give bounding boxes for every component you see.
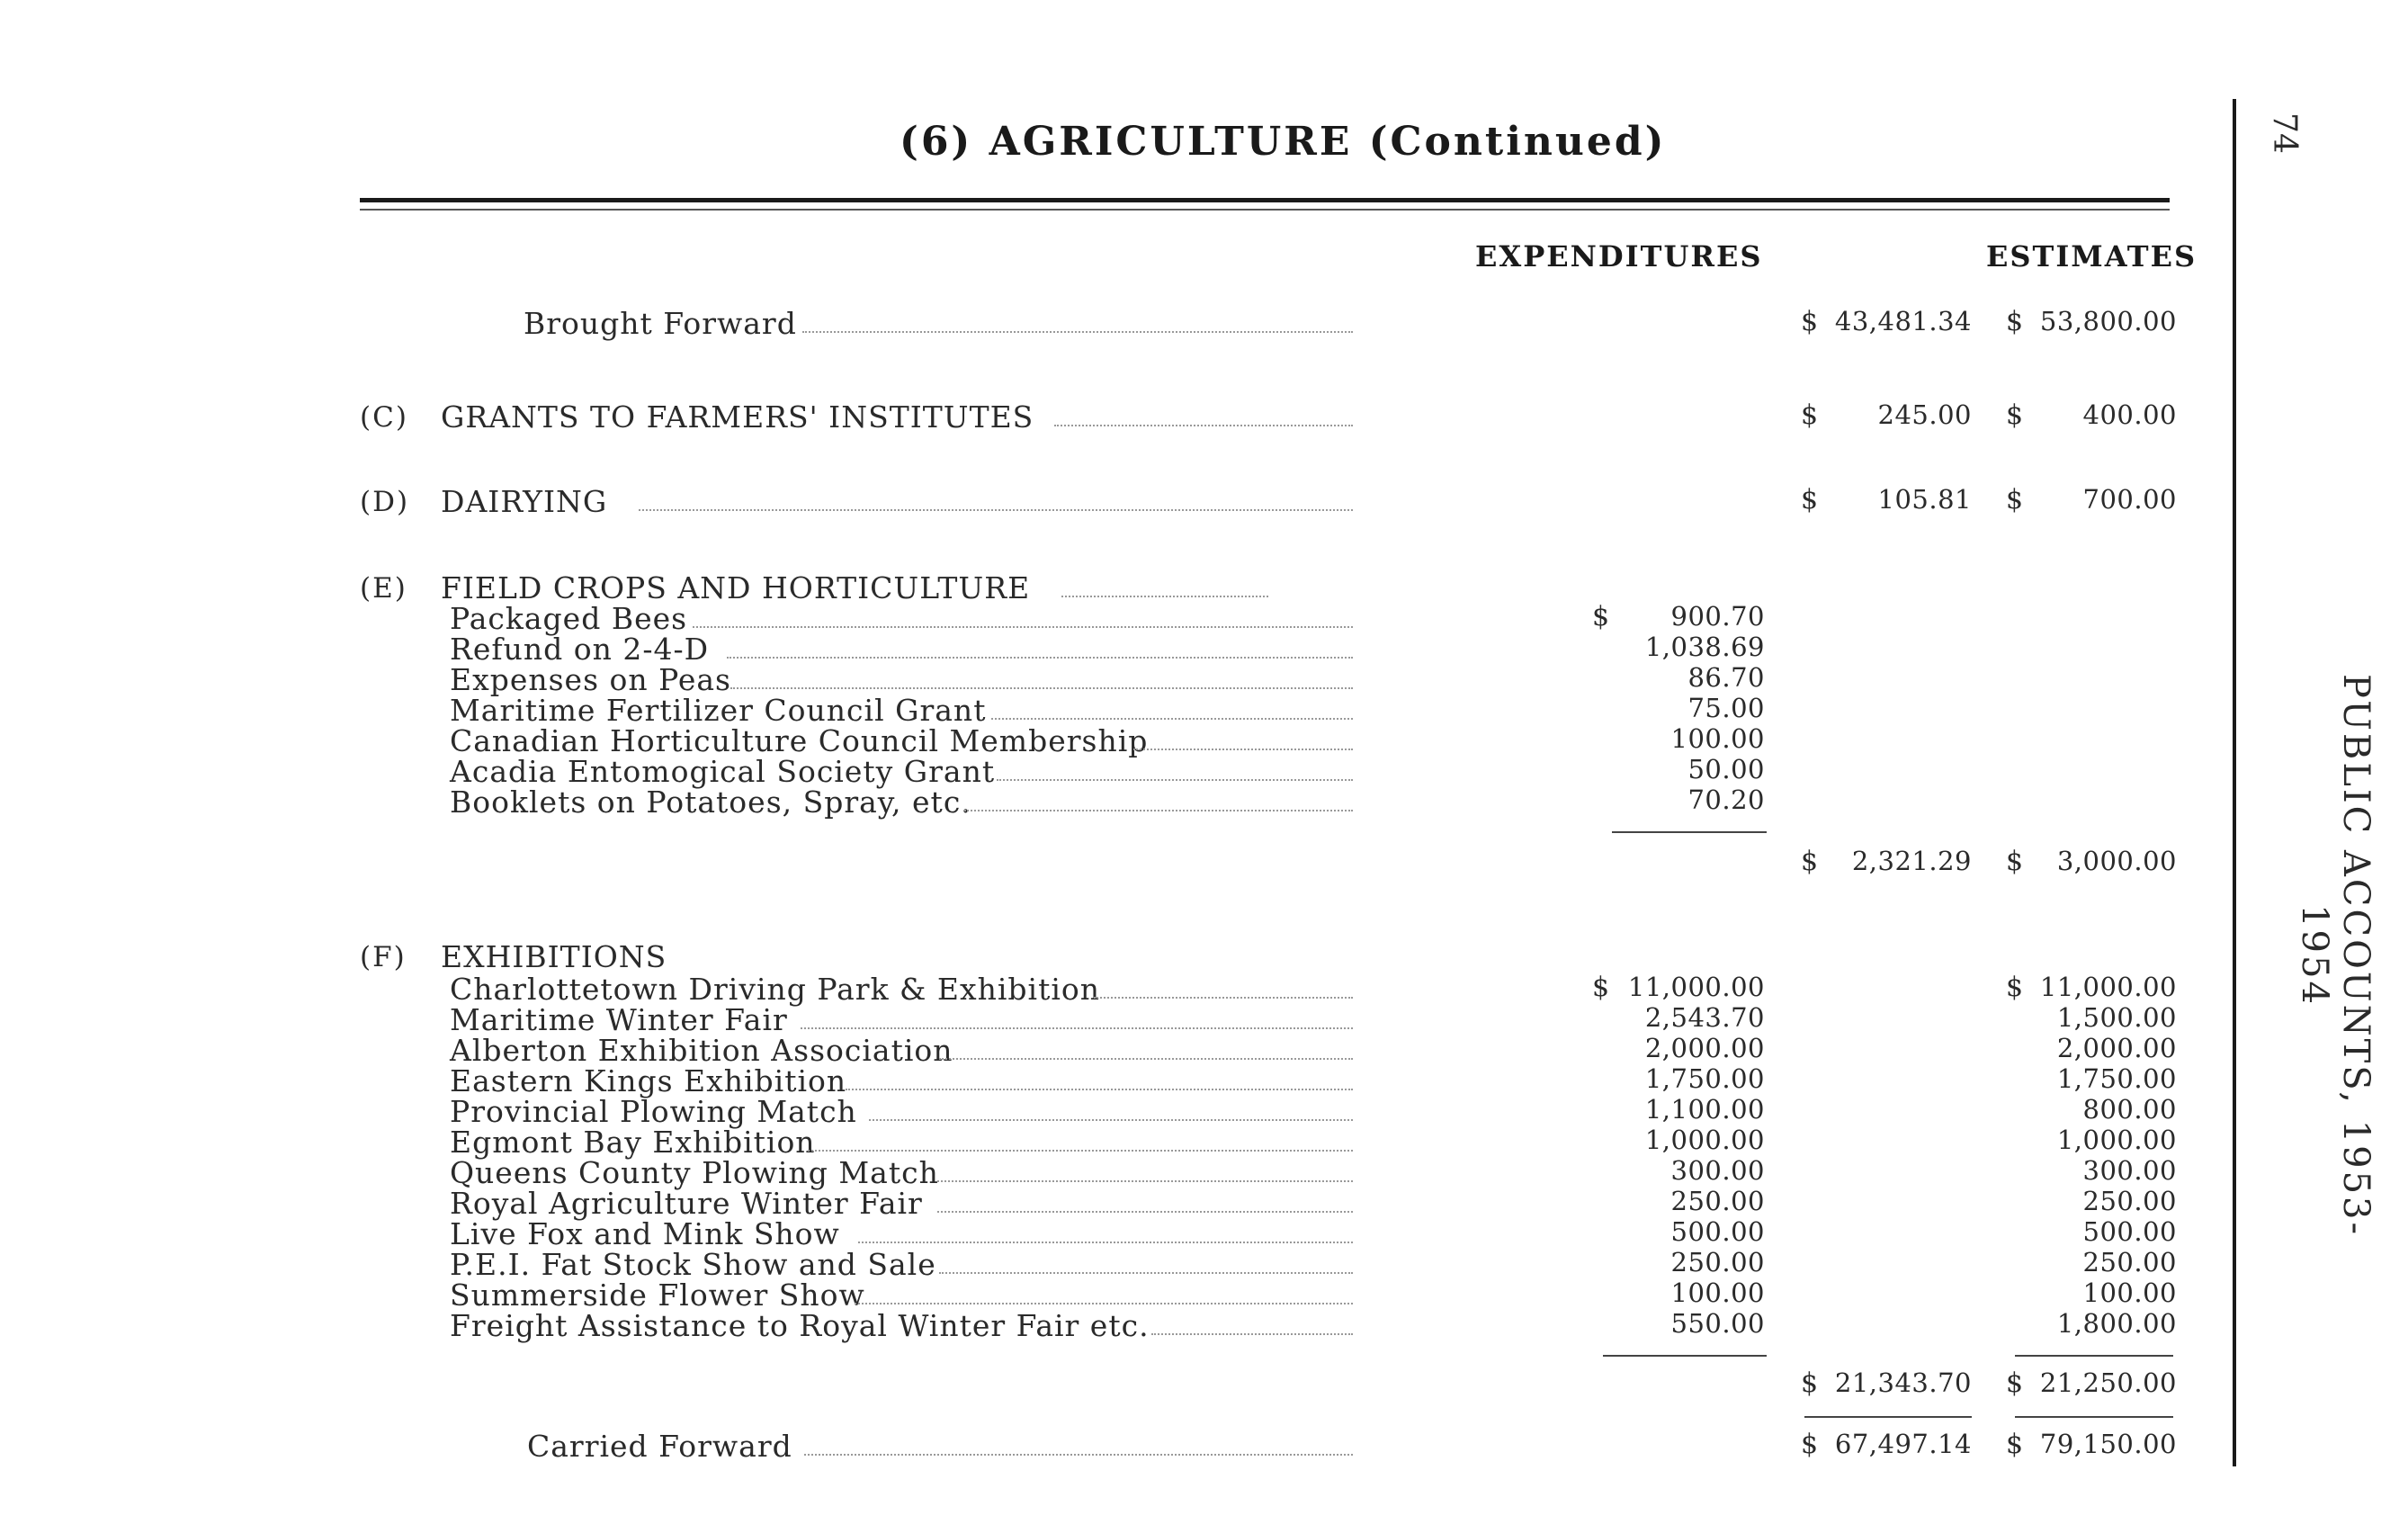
list-item-amount: 1,100.00 [1644,1094,1765,1125]
dollar-sign: $ [2006,306,2024,337]
section-f-title: EXHIBITIONS [441,939,667,974]
leader-dots [1133,749,1353,750]
leader-dots [939,1272,1353,1274]
list-item-amount: 100.00 [1670,1277,1765,1308]
list-item-label: Live Fox and Mink Show [450,1216,840,1251]
leader-dots [801,1027,1353,1029]
list-item-label: Egmont Bay Exhibition [450,1125,816,1160]
dollar-sign: $ [1801,399,1819,431]
leader-dots [855,1303,1353,1304]
list-item-label: Maritime Fertilizer Council Grant [450,693,987,728]
total-rule [2015,1416,2173,1418]
list-item-amount: 1,750.00 [1644,1063,1765,1094]
leader-dots [730,687,1353,689]
header-rule-thin [360,209,2170,211]
subtotal-rule [1612,831,1767,833]
leader-dots [1061,596,1268,597]
leader-dots [693,626,1353,628]
side-title: PUBLIC ACCOUNTS, 1953-1954 [2294,674,2377,1237]
list-item-label: Provincial Plowing Match [450,1094,857,1129]
leader-dots [869,1119,1353,1121]
column-header-expenditures: EXPENDITURES [1475,239,1763,273]
section-f-code: (F) [360,941,407,973]
leader-dots [997,779,1353,781]
list-item-label: Refund on 2-4-D [450,632,710,667]
section-c-title: GRANTS TO FARMERS' INSTITUTES [441,399,1034,435]
list-item-amount: 1,000.00 [1644,1125,1765,1155]
dollar-sign: $ [2006,972,2024,1003]
section-d-code: (D) [360,486,410,518]
list-item-label: Queens County Plowing Match [450,1155,939,1190]
section-d-expenditure: 105.81 [1877,484,1972,515]
list-item-estimate: 1,800.00 [2056,1308,2177,1339]
subtotal-rule [1603,1355,1767,1357]
list-item-label: Charlottetown Driving Park & Exhibition [450,972,1101,1007]
list-item-amount: 50.00 [1687,754,1765,784]
dollar-sign: $ [2006,484,2024,515]
subtotal-rule [2015,1355,2173,1357]
dollar-sign: $ [2006,846,2024,877]
list-item-estimate: 800.00 [2082,1094,2177,1125]
total-rule [1804,1416,1972,1418]
header-rule-thick [360,198,2170,202]
section-e-total-estimate: 3,000.00 [2056,846,2177,876]
list-item-label: Alberton Exhibition Association [450,1033,953,1068]
list-item-amount: 1,038.69 [1644,632,1765,662]
list-item-amount: 100.00 [1670,723,1765,754]
list-item-amount: 250.00 [1670,1247,1765,1277]
list-item-label: Booklets on Potatoes, Spray, etc. [450,784,971,820]
list-item-label: Acadia Entomogical Society Grant [450,754,996,789]
leader-dots [937,1180,1353,1182]
list-item-amount: 300.00 [1670,1155,1765,1186]
carried-forward-estimate: 79,150.00 [2039,1429,2177,1459]
list-item-amount: 2,000.00 [1644,1033,1765,1063]
leader-dots [727,657,1353,659]
section-d-title: DAIRYING [441,484,608,519]
list-item-amount: 70.20 [1687,784,1765,815]
dollar-sign: $ [2006,1429,2024,1460]
dollar-sign: $ [1801,1367,1819,1399]
carried-forward-label: Carried Forward [527,1429,792,1464]
brought-forward-label: Brought Forward [524,306,797,341]
list-item-estimate: 11,000.00 [2039,972,2177,1002]
section-f-total-expenditure: 21,343.70 [1834,1367,1972,1398]
list-item-amount: 550.00 [1670,1308,1765,1339]
page-number: 74 [2266,112,2303,154]
dollar-sign: $ [2006,399,2024,431]
dollar-sign: $ [1801,846,1819,877]
leader-dots [639,509,1353,511]
list-item-estimate: 1,000.00 [2056,1125,2177,1155]
section-e-total-expenditure: 2,321.29 [1851,846,1972,876]
list-item-estimate: 250.00 [2082,1247,2177,1277]
list-item-label: Freight Assistance to Royal Winter Fair etc. [450,1308,1150,1343]
list-item-amount: 2,543.70 [1644,1002,1765,1033]
list-item-estimate: 1,750.00 [2056,1063,2177,1094]
leader-dots [1094,997,1353,999]
list-item-estimate: 500.00 [2082,1216,2177,1247]
leader-dots [1054,425,1353,426]
page-title: (6) AGRICULTURE (Continued) [900,119,1667,165]
list-item-label: Expenses on Peas [450,662,731,697]
leader-dots [808,1150,1353,1152]
column-header-estimates: ESTIMATES [1986,239,2198,273]
section-c-expenditure: 245.00 [1877,399,1972,430]
leader-dots [937,1211,1353,1213]
leader-dots [846,1089,1353,1090]
list-item-label: P.E.I. Fat Stock Show and Sale [450,1247,936,1282]
leader-dots [939,1058,1353,1060]
list-item-label: Packaged Bees [450,601,688,636]
section-f-total-estimate: 21,250.00 [2039,1367,2177,1398]
carried-forward-expenditure: 67,497.14 [1834,1429,1972,1459]
list-item-amount: 11,000.00 [1627,972,1765,1002]
list-item-amount: 86.70 [1687,662,1765,693]
list-item-amount: 75.00 [1687,693,1765,723]
list-item-amount: 500.00 [1670,1216,1765,1247]
list-item-estimate: 1,500.00 [2056,1002,2177,1033]
section-c-code: (C) [360,401,408,434]
side-rule [2233,99,2236,1466]
leader-dots [804,1454,1353,1456]
brought-forward-expenditure: 43,481.34 [1834,306,1972,336]
list-item-estimate: 300.00 [2082,1155,2177,1186]
dollar-sign: $ [2006,1367,2024,1399]
dollar-sign: $ [1801,306,1819,337]
list-item-label: Royal Agriculture Winter Fair [450,1186,923,1221]
section-e-code: (E) [360,572,407,605]
list-item-amount: 900.70 [1670,601,1765,632]
list-item-amount: 250.00 [1670,1186,1765,1216]
leader-dots [858,1242,1353,1243]
leader-dots [964,810,1353,811]
list-item-label: Maritime Winter Fair [450,1002,788,1037]
leader-dots [1151,1333,1353,1335]
section-c-estimate: 400.00 [2082,399,2177,430]
dollar-sign: $ [1592,601,1610,632]
dollar-sign: $ [1801,1429,1819,1460]
list-item-estimate: 250.00 [2082,1186,2177,1216]
leader-dots [991,718,1353,720]
list-item-estimate: 100.00 [2082,1277,2177,1308]
leader-dots [802,331,1353,333]
list-item-label: Canadian Horticulture Council Membership [450,723,1149,758]
brought-forward-estimate: 53,800.00 [2039,306,2177,336]
list-item-label: Summerside Flower Show [450,1277,865,1313]
list-item-estimate: 2,000.00 [2056,1033,2177,1063]
dollar-sign: $ [1801,484,1819,515]
section-e-title: FIELD CROPS AND HORTICULTURE [441,570,1031,605]
section-d-estimate: 700.00 [2082,484,2177,515]
list-item-label: Eastern Kings Exhibition [450,1063,847,1098]
dollar-sign: $ [1592,972,1610,1003]
